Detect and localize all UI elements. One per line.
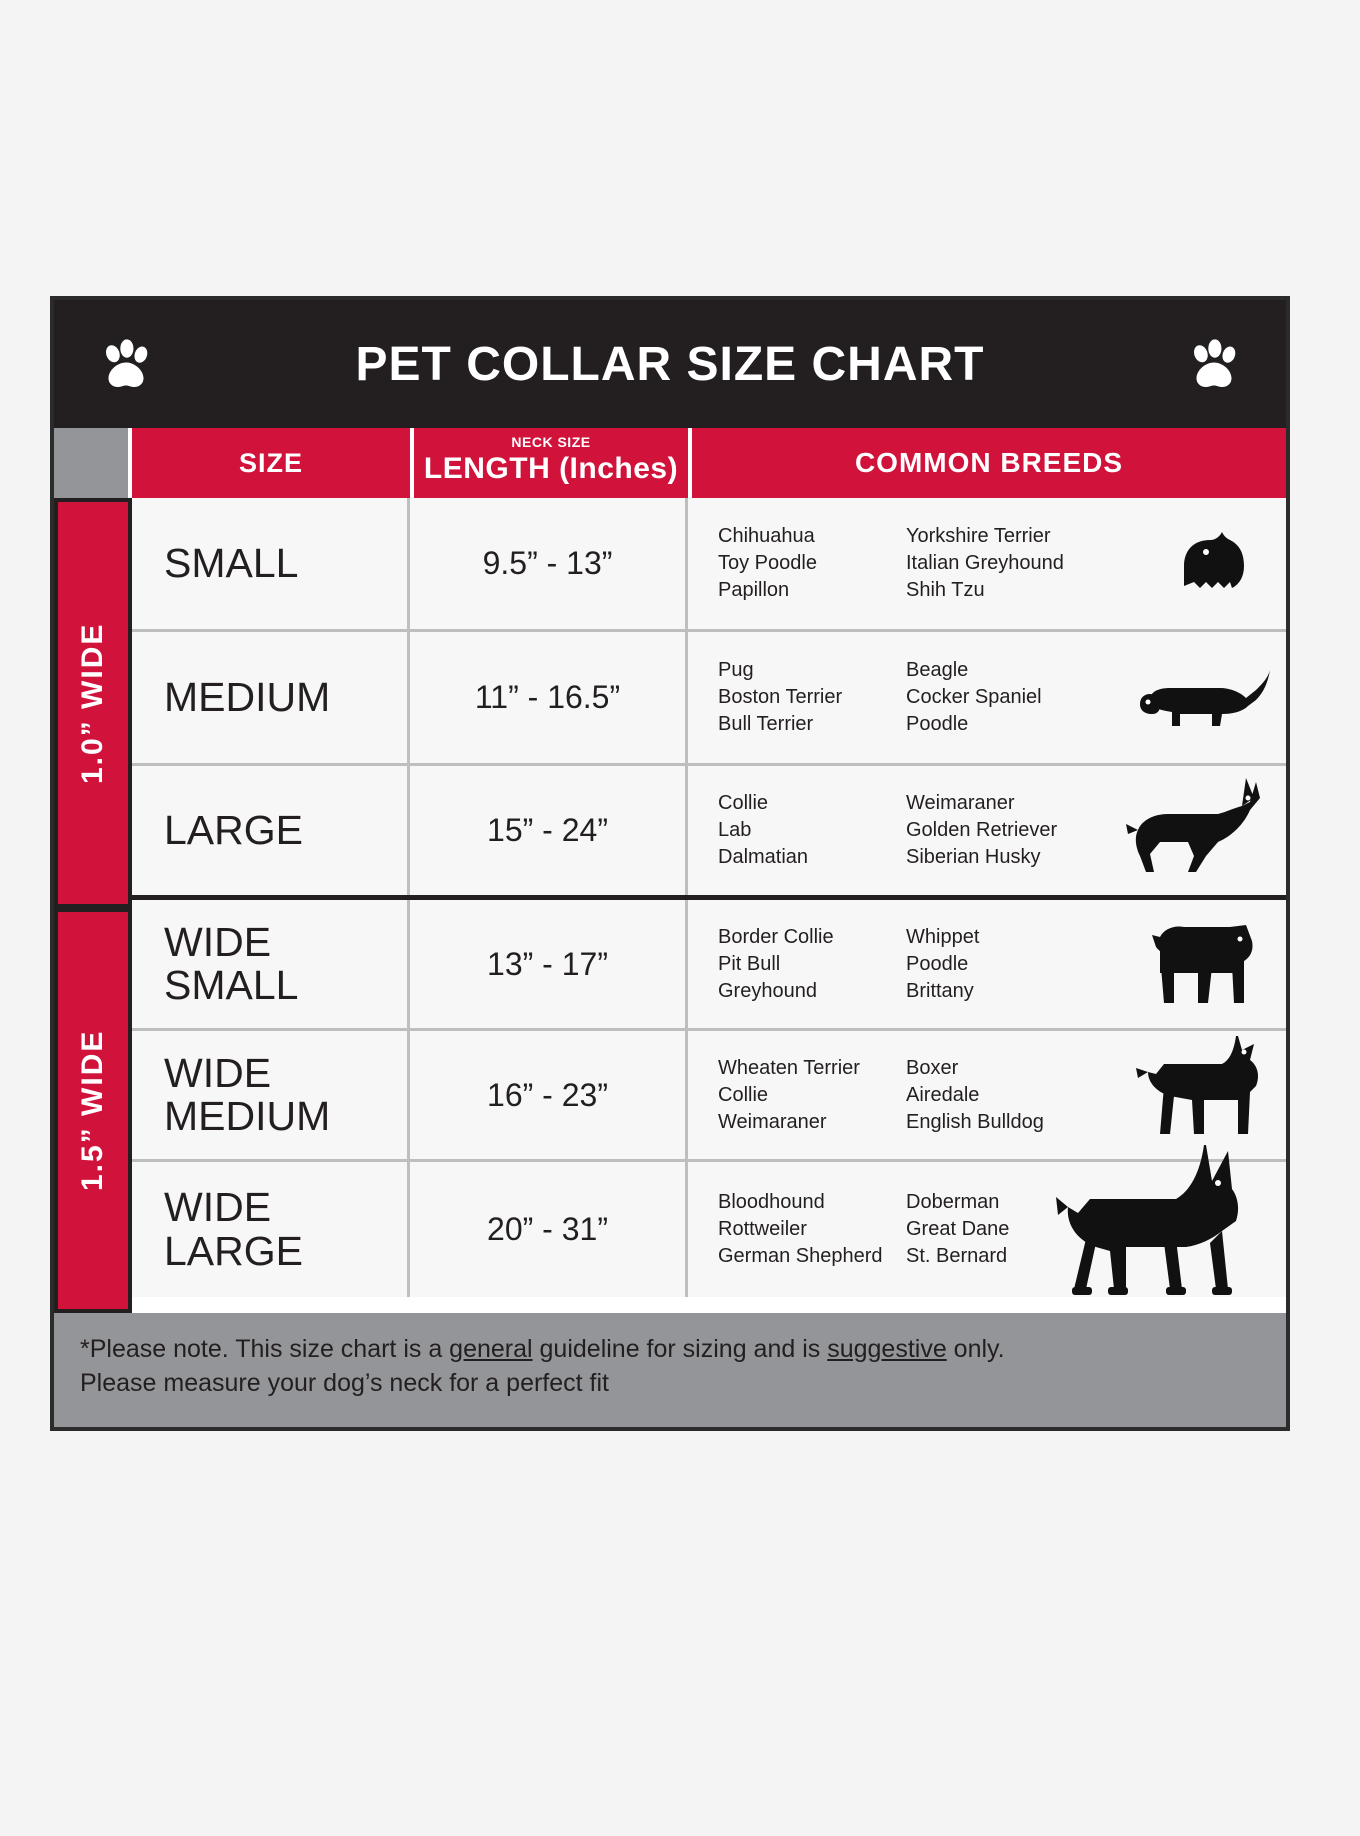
- breed-item: Bloodhound: [718, 1191, 825, 1213]
- footnote-text-c: guideline for sizing and is: [532, 1335, 828, 1363]
- breed-item: Wheaten Terrier: [718, 1056, 860, 1079]
- row-length-wide-large: 20” - 31”: [410, 1162, 688, 1297]
- footnote-text-e: only.: [946, 1335, 1005, 1363]
- table-row: [132, 498, 1286, 632]
- footnote-text-general: general: [449, 1335, 533, 1363]
- breed-item: Collie: [718, 792, 769, 814]
- row-length-small: 9.5” - 13”: [410, 498, 688, 629]
- width-group-label-2: 1.5” WIDE: [58, 912, 128, 1309]
- breed-item: Boxer: [906, 1056, 959, 1079]
- row-size-line1: WIDE: [164, 1184, 272, 1231]
- breed-column-1: [718, 924, 906, 1005]
- small-fluffy-dog-icon: [1162, 522, 1258, 607]
- breed-item: Poodle: [906, 952, 969, 975]
- row-size-line1: WIDE: [164, 918, 272, 965]
- breed-item: Shih Tzu: [906, 579, 985, 601]
- width-group-sidebar: [54, 498, 132, 1313]
- breed-item: Cocker Spaniel: [906, 686, 1042, 708]
- row-length-wide-small: 13” - 17”: [410, 900, 688, 1028]
- breed-item: Italian Greyhound: [906, 552, 1064, 574]
- breed-item: Collie: [718, 1083, 769, 1106]
- breed-column-1: [718, 1189, 906, 1270]
- row-size-line-group: [164, 1186, 303, 1272]
- breed-column-2: [906, 790, 1076, 871]
- row-breeds-wide-small: [688, 900, 1286, 1028]
- row-size-line2: MEDIUM: [164, 1093, 331, 1139]
- row-breeds-medium: [688, 632, 1286, 763]
- neck-size-sublabel: NECK SIZE: [511, 434, 591, 450]
- breed-item: Toy Poodle: [718, 552, 817, 574]
- breed-item: Golden Retriever: [906, 819, 1058, 841]
- row-size-medium: MEDIUM: [132, 632, 410, 763]
- breed-item: Dalmatian: [718, 846, 809, 868]
- column-header-common-breeds: COMMON BREEDS: [692, 428, 1286, 498]
- breed-column-1: [718, 523, 906, 604]
- footnote: [54, 1313, 1286, 1427]
- breed-item: English Bulldog: [906, 1110, 1044, 1133]
- column-header-length-label: LENGTH (Inches): [423, 452, 679, 485]
- row-breeds-small: [688, 498, 1286, 629]
- breed-item: Great Dane: [906, 1218, 1010, 1240]
- breed-item: German Shepherd: [718, 1245, 883, 1267]
- row-size-small: SMALL: [132, 498, 410, 629]
- breed-item: Whippet: [906, 925, 980, 948]
- breed-item: Chihuahua: [718, 525, 815, 547]
- row-breeds-large: [688, 766, 1286, 895]
- header-corner-cell: [54, 428, 132, 498]
- bulldog-icon: [1134, 907, 1264, 1022]
- footnote-text-a: *Please note. This size chart is a: [80, 1335, 450, 1363]
- breed-item: Border Collie: [718, 925, 834, 948]
- column-header-length: [414, 428, 692, 498]
- beagle-dog-icon: [1136, 660, 1276, 745]
- breed-item: St. Bernard: [906, 1245, 1008, 1267]
- row-length-wide-medium: 16” - 23”: [410, 1031, 688, 1159]
- footnote-line-1: [80, 1333, 1260, 1367]
- breed-item: Yorkshire Terrier: [906, 525, 1051, 547]
- breed-column-2: [906, 657, 1076, 738]
- breed-item: Poodle: [906, 713, 969, 735]
- chart-title: PET COLLAR SIZE CHART: [355, 337, 985, 391]
- column-header-size: SIZE: [132, 428, 414, 498]
- breed-item: Weimaraner: [906, 792, 1015, 814]
- shepherd-dog-icon: [1122, 772, 1272, 887]
- table-header-row: [54, 428, 1286, 498]
- row-length-medium: 11” - 16.5”: [410, 632, 688, 763]
- footnote-text-suggestive: suggestive: [827, 1335, 947, 1363]
- row-size-line-group: [164, 918, 299, 1008]
- breed-item: Bull Terrier: [718, 713, 814, 735]
- footnote-line-2: Please measure your dog’s neck for a perfect fit: [80, 1368, 609, 1397]
- row-size-large: LARGE: [132, 766, 410, 895]
- width-group-divider: [54, 904, 132, 912]
- paw-print-icon-left: [98, 338, 154, 394]
- row-size-line2: SMALL: [164, 962, 299, 1008]
- row-size-wide-small: [132, 900, 410, 1028]
- row-size-line1: WIDE: [164, 1049, 272, 1096]
- breed-item: Rottweiler: [718, 1218, 807, 1240]
- breed-column-2: [906, 1189, 1076, 1270]
- chart-title-bar: [54, 300, 1286, 428]
- pet-collar-size-chart: [50, 296, 1290, 1431]
- breed-column-1: [718, 1055, 906, 1136]
- row-length-large: 15” - 24”: [410, 766, 688, 895]
- breed-item: Doberman: [906, 1191, 1000, 1213]
- breed-item: Pug: [718, 659, 754, 681]
- breed-column-1: [718, 657, 906, 738]
- row-size-wide-large: [132, 1162, 410, 1297]
- breed-column-2: [906, 523, 1076, 604]
- boxer-dog-icon: [1130, 1031, 1270, 1155]
- breed-item: Papillon: [718, 579, 790, 601]
- breed-item: Siberian Husky: [906, 846, 1041, 868]
- breed-item: Airedale: [906, 1083, 980, 1106]
- breed-column-1: [718, 790, 906, 871]
- breed-item: Lab: [718, 819, 752, 841]
- breed-item: Boston Terrier: [718, 686, 843, 708]
- doberman-dog-icon: [1056, 1139, 1276, 1319]
- breed-item: Beagle: [906, 659, 969, 681]
- breed-item: Greyhound: [718, 979, 817, 1002]
- breed-column-2: [906, 1055, 1076, 1136]
- row-size-wide-medium: [132, 1031, 410, 1159]
- row-size-line-group: [164, 1049, 331, 1139]
- breed-item: Pit Bull: [718, 952, 781, 975]
- breed-item: Weimaraner: [718, 1110, 827, 1133]
- breed-column-2: [906, 924, 1076, 1005]
- table-row: [132, 632, 1286, 766]
- row-size-line2: LARGE: [164, 1227, 303, 1274]
- paw-print-icon-right: [1186, 338, 1242, 394]
- breed-item: Brittany: [906, 979, 974, 1002]
- width-group-label-1: 1.0” WIDE: [58, 502, 128, 904]
- table-row: [132, 900, 1286, 1031]
- table-row: [132, 766, 1286, 900]
